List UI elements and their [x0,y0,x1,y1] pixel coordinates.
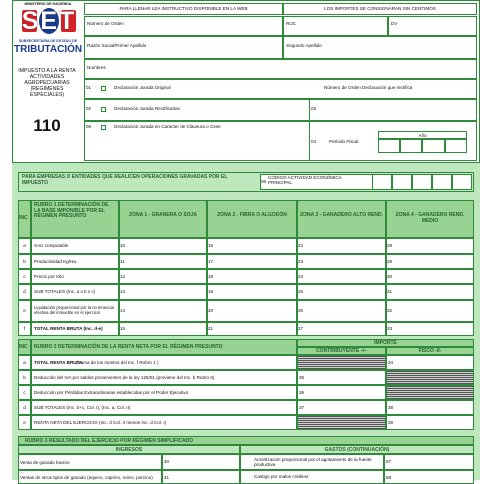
rubro2-inc-letter: c [23,390,26,395]
rubro2-inc-letter: e [23,420,26,425]
rubro2-title: RUBRO 2 DETERMINACIÓN DE LA RENTA NETA POR EL RÉGIMEN PRESUNTO [31,339,297,355]
rubro2-contribuyente-cell[interactable] [297,385,386,400]
segundo-apellido-field[interactable] [283,36,477,59]
rubro2-contribuyente-cell[interactable] [297,370,386,385]
rubro1-col-header: ZONA 4 - GANADERO REND. MEDIO [386,200,474,238]
rubro1-box-code: 20 [208,308,214,313]
rubro1-box-code: 30 [387,273,393,279]
rubro2-disabled-cell [386,370,474,385]
razon-social-field[interactable] [84,36,283,59]
rubro1-amount-cell[interactable] [386,254,474,269]
rubro1-col-header: ZONA 2 - FIBRA O ALGODÓN [207,200,297,238]
rubro2-inc-letter: a [23,360,26,365]
actividad-digit-2[interactable] [392,174,412,190]
rubro2-importe-header: IMPORTE [297,339,474,347]
rubro1-amount-cell[interactable] [119,238,207,254]
rubro1-amount-cell[interactable] [207,269,297,284]
decl-rectificativa-label: Declaración Jurada Rectificativa [114,106,180,111]
rubro1-amount-cell[interactable] [386,322,474,336]
rubro1-amount-cell[interactable] [386,238,474,254]
orden-label: Número de Orden [87,21,124,26]
rubro1-inc-letter: e [23,308,26,313]
set-logo [14,2,82,64]
anio-digit-4[interactable] [445,139,467,153]
rubro1-amount-cell[interactable] [119,284,207,300]
rubro1-row-label: Precio por Kilo [31,269,119,284]
rubro1-amount-cell[interactable] [297,300,386,322]
rubro1-col-header: ZONA 3 - GANADERO ALTO REND. [297,200,386,238]
rubro3-gasto-label: Castigo por malos créditos [254,474,309,480]
decl-clausura-code: 05 [86,124,92,129]
rubro1-amount-cell[interactable] [119,254,207,269]
decl-clausura-checkbox[interactable] [101,125,106,130]
rubro1-inc-letter: b [23,258,26,264]
anio-digit-1[interactable] [378,139,400,153]
rubro3-ingreso-amount[interactable] [162,470,240,484]
rubro1-box-code: 22 [298,243,304,248]
rubro3-gasto-amount[interactable] [384,454,474,470]
subsecretaria-label: SUBSECRETARÍA DE ESTADO DE [18,39,78,43]
decl-clausura-label: Declaración Jurada en Carácter de Clausura o Cese [114,124,221,129]
rubro2-inc-header: INC [18,339,31,355]
actividad-digit-5[interactable] [452,174,472,190]
rubro1-row-label: Productividad Kg/Ha. [31,254,119,269]
rubro1-box-code: 15 [120,326,126,331]
rubro1-title: RUBRO 1 DETERMINACIÓN DE LA BASE IMPONIBLE POR EL RÉGIMEN PRESUNTO [31,200,119,238]
rubro2-contribuyente-header: CONTRIBUYENTE -+- [297,347,386,355]
rubro1-box-code: 21 [208,326,214,331]
rubro2-box-code: 38 [388,405,394,410]
rubro1-inc-letter: a [23,243,26,248]
rubro1-inc-letter: c [23,273,26,279]
rubro2-disabled-cell [297,355,386,370]
rubro1-amount-cell[interactable] [207,254,297,269]
actividad-code: 06 [261,179,267,184]
rubro2-box-code: 34 [388,360,394,365]
rubro1-amount-cell[interactable] [207,300,297,322]
decl-original-code: 01 [86,85,92,90]
rubro2-box-code: 39 [388,420,394,425]
rubro1-amount-cell[interactable] [386,269,474,284]
actividad-digit-4[interactable] [432,174,452,190]
rubro2-inc-letter: d [23,405,26,410]
rubro1-amount-cell[interactable] [297,238,386,254]
rubro1-box-code: 33 [387,326,393,331]
rubro1-amount-cell[interactable] [386,300,474,322]
rubro1-amount-cell[interactable] [119,322,207,336]
rubro1-box-code: 19 [208,289,214,294]
rubro1-box-code: 25 [298,289,304,294]
segundo-apellido-label: Segundo Apellido [286,43,322,48]
rubro2-inc-letter: b [23,375,26,380]
rubro1-amount-cell[interactable] [297,269,386,284]
rubro1-amount-cell[interactable] [297,322,386,336]
rubro1-box-code: 23 [298,258,304,264]
rubro1-amount-cell[interactable] [297,254,386,269]
rubro1-box-code: 32 [387,308,393,313]
rubro1-box-code: 28 [387,243,393,248]
form-number: 110 [33,116,61,135]
rubro3-title: RUBRO 3 RESULTADO DEL EJERCICIO POR RÉGIMEN SIMPLIFICADO [18,436,474,445]
periodo-fiscal-label: Período Fiscal [329,139,359,144]
anio-header: Año [378,131,467,139]
rubro1-inc-header: INC [18,200,31,238]
dv-field[interactable] [388,16,477,36]
rubro3-gasto-label: Amortización proporcional por el agotamiento de la fuente productiva [254,456,372,467]
rubro1-row-label: SAU computable [31,238,119,254]
rubro3-box-code: 57 [386,459,392,464]
rubro1-box-code: 29 [387,258,393,264]
decl-rectificativa-checkbox[interactable] [101,107,106,112]
rubro2-fisco-cell[interactable] [386,400,474,415]
rubro3-ingresos-header: INGRESOS [18,445,240,454]
rubro2-fisco-cell[interactable] [386,415,474,430]
decl-rectificativa-code: 02 [86,106,92,111]
rubro1-row-label: TOTAL RENTA BRUTA (Inc. d-e) [31,322,119,336]
rubro1-amount-cell[interactable] [297,284,386,300]
rubro1-box-code: 26 [298,308,304,313]
rectifica-label: Número de Orden Declaración que rectifica [324,85,413,90]
nombres-field[interactable] [84,59,477,79]
rubro3-box-code: 41 [164,475,170,480]
rubro2-disabled-cell [297,415,386,430]
rubro2-row-label: RENTA NETA DEL EJERCICIO (Inc. d Col. II menos Inc. d Col. I) [34,420,167,425]
rubro1-box-code: 13 [120,289,126,294]
rubro1-row-label: Liquidación proporcional por la no tenencia efectiva del inmueble en el ejercicio [31,300,119,322]
rubro1-inc-letter: f [23,326,26,331]
rubro2-row-sublabel: (Suma de los montos del Inc. f Rubro 1 ) [76,360,159,365]
ministry-label: MINISTERIO DE HACIENDA [24,2,72,6]
rubro1-box-code: 11 [120,258,125,264]
empresas-label: PARA EMPRESAS O ENTIDADES QUE REALICEN OPERACIONES GRAVADAS POR EL IMPUESTO [22,174,228,186]
rubro1-box-code: 14 [120,308,126,313]
nombres-label: Nombres [87,65,106,70]
rubro1-col-header: ZONA 1 - GRANERA O SOJA [119,200,207,238]
rubro1-amount-cell[interactable] [207,284,297,300]
rubro3-ingreso-label: Ventas de otros tipos de ganado (equino, caprino, ovino, porcino) [20,474,153,480]
rectifica-code: 03 [311,106,317,111]
rubro3-gasto-amount[interactable] [384,470,474,484]
rubro1-box-code: 31 [387,289,393,294]
rubro1-amount-cell[interactable] [207,238,297,254]
logo-text: SET [21,7,77,35]
rubro2-row-label: SUB TOTALES (Inc. b+c, Col. I), (Inc. a, Col. II) [34,405,131,410]
rubro1-box-code: 24 [298,273,304,279]
rubro1-box-code: 18 [208,273,214,279]
rubro1-amount-cell[interactable] [207,322,297,336]
rectifica-number-field[interactable] [309,99,477,121]
rubro1-amount-cell[interactable] [119,269,207,284]
orden-field[interactable] [84,16,283,36]
rubro3-ingreso-label: Venta de ganado bovino [20,459,70,465]
rubro2-box-code: 37 [299,405,305,410]
rubro1-inc-letter: d [23,289,26,294]
anio-digit-3[interactable] [422,139,445,153]
rubro1-box-code: 27 [298,326,304,331]
rubro1-row-label: SUB TOTALES (Inc. a x b x c) [31,284,119,300]
ruc-field[interactable] [283,16,388,36]
actividad-label: CÓDIGO ACTIVIDAD ECONÓMICA PRINCIPAL [268,175,342,186]
ruc-label: RUC [286,21,296,26]
rubro3-box-code: 58 [386,475,392,480]
rubro1-box-code: 17 [208,258,214,264]
razon-social-label: Razón Social/Primer Apellido [87,43,147,48]
rubro1-box-code: 12 [120,273,126,279]
rubro2-row-label: Deducción por Pérdidas Extraordinarias establecidas por el Poder Ejecutivo [34,390,189,395]
notice-importes: LOS IMPORTES SE CONSIGNARAN SIN CENTIMOS [283,3,477,15]
rubro3-ingreso-amount[interactable] [162,454,240,470]
rubro3-gastos-header: GASTOS (CONTINUACIÓN) [240,445,474,454]
actividad-digit-1[interactable] [372,174,392,190]
decl-original-checkbox[interactable] [101,86,106,91]
rubro2-row-label: Deducción del IVA por saldos provenientes de la ley 125/01 (proviene del Inc. b Rubro 6) [34,375,215,380]
rubro2-box-code: 35 [299,375,305,380]
rubro3-box-code: 40 [164,459,170,464]
rubro1-amount-cell[interactable] [119,300,207,322]
rubro2-fisco-header: FISCO -II- [386,347,474,355]
rubro1-box-code: 16 [208,243,214,248]
dv-label: DV [391,21,398,26]
form-title: IMPUESTO A LA RENTA ACTIVIDADES AGROPECUARIAS (REGIMENES ESPECIALES) [18,68,76,98]
actividad-digit-3[interactable] [412,174,432,190]
rubro2-box-code: 36 [299,390,305,395]
rubro2-contribuyente-cell[interactable] [297,400,386,415]
rubro1-amount-cell[interactable] [386,284,474,300]
decl-original-label: Declaración Jurada Original [114,85,171,90]
anio-digit-2[interactable] [400,139,422,153]
notice-instructivo: PARA LLENAR LEA INSTRUCTIVO DISPONIBLE EN LA WEB [84,3,283,15]
periodo-code: 04 [311,139,317,144]
form-110 [12,0,480,480]
rubro2-disabled-cell [386,385,474,400]
tributacion-label: TRIBUTACIÓN [14,44,83,55]
rubro2-fisco-cell[interactable] [386,355,474,370]
rubro1-box-code: 10 [120,243,126,248]
rubro2-row-label: TOTAL RENTA BRUTA [34,360,83,365]
